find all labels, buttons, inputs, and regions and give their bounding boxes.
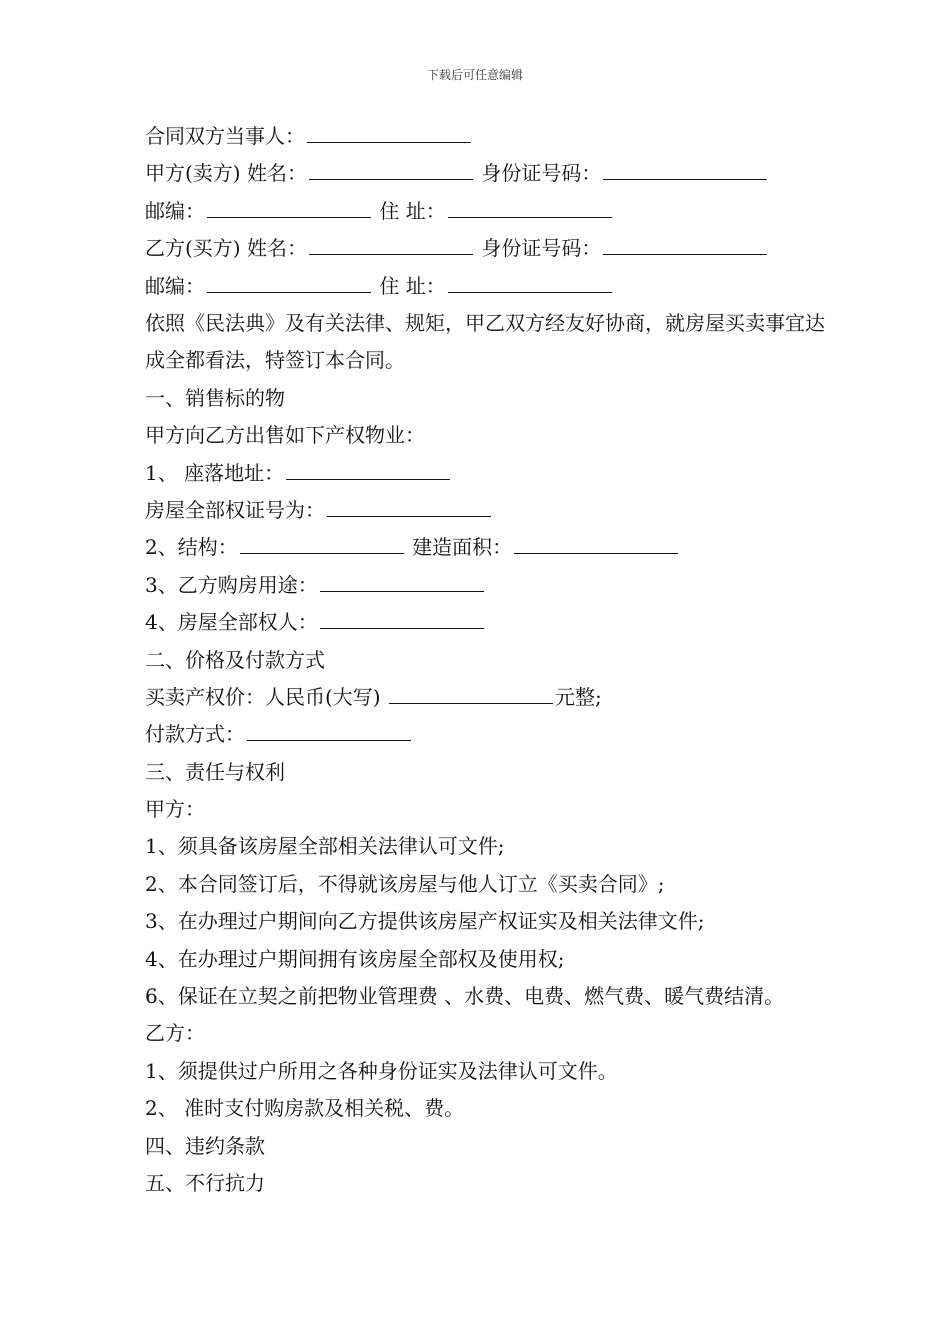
price-suffix: 元整; <box>554 684 602 709</box>
purpose-blank[interactable] <box>320 572 484 592</box>
seller-name-blank[interactable] <box>309 160 473 180</box>
purpose-line <box>145 567 825 604</box>
seller-id-blank[interactable] <box>603 160 767 180</box>
seller-address-label: 住 址： <box>379 198 446 223</box>
parties-label: 合同双方当事人： <box>145 124 305 148</box>
buyer-id-label: 身份证号码： <box>481 236 602 261</box>
party-b-item-1: 1、须提供过户所用之各种身份证实及法律认可文件。 <box>145 1058 618 1083</box>
buyer-address-blank[interactable] <box>448 273 612 293</box>
payment-blank[interactable] <box>247 721 411 741</box>
buyer-name-label: 乙方(买方) 姓名： <box>145 236 307 261</box>
seller-postcode-blank[interactable] <box>207 198 371 218</box>
certificate-blank[interactable] <box>327 497 491 517</box>
structure-label: 2、结构： <box>145 535 238 560</box>
buyer-address-line <box>145 268 825 305</box>
buyer-postcode-blank[interactable] <box>207 273 371 293</box>
location-label: 1、 座落地址： <box>145 460 285 485</box>
party-a-heading: 甲方： <box>145 797 205 822</box>
party-a-item-1: 1、须具备该房屋全部相关法律认可文件; <box>145 834 505 859</box>
seller-line <box>145 155 825 192</box>
buyer-line <box>145 230 825 267</box>
buyer-id-blank[interactable] <box>603 235 767 255</box>
seller-address-blank[interactable] <box>448 198 612 218</box>
buyer-name-blank[interactable] <box>309 235 473 255</box>
party-b-heading: 乙方： <box>145 1021 205 1046</box>
party-a-item-2: 2、本合同签订后，不得就该房屋与他人订立《买卖合同》; <box>145 871 665 896</box>
section-2-title: 二、价格及付款方式 <box>145 647 325 672</box>
preamble-paragraph: 依照《民法典》及有关法律、规矩，甲乙双方经友好协商，就房屋买卖事宜达成全都看法，特签订本合同。 <box>145 310 825 373</box>
area-label: 建造面积： <box>412 535 513 560</box>
section-1-title: 一、销售标的物 <box>145 385 285 410</box>
price-blank[interactable] <box>389 684 553 704</box>
seller-address-line <box>145 193 825 230</box>
price-line <box>145 679 825 716</box>
page-header: 下载后可任意编辑 <box>426 68 523 82</box>
party-a-item-6: 6、保证在立契之前把物业管理费 、水费、电费、燃气费、暖气费结清。 <box>145 984 785 1009</box>
location-line <box>145 455 825 492</box>
owner-blank[interactable] <box>320 609 484 629</box>
structure-line <box>145 529 825 566</box>
buyer-address-label: 住 址： <box>379 273 446 298</box>
parties-blank[interactable] <box>307 123 471 143</box>
party-a-item-4: 4、在办理过户期间拥有该房屋全部权及使用权; <box>145 946 565 971</box>
party-a-item-3: 3、在办理过户期间向乙方提供该房屋产权证实及相关法律文件; <box>145 909 705 934</box>
payment-line <box>145 716 825 753</box>
parties-line <box>145 118 825 155</box>
seller-name-label: 甲方(卖方) 姓名： <box>145 161 307 186</box>
buyer-postcode-label: 邮编： <box>145 273 205 298</box>
location-blank[interactable] <box>286 460 450 480</box>
certificate-label: 房屋全部权证号为： <box>145 497 325 522</box>
section-5-title: 五、不行抗力 <box>145 1170 265 1195</box>
payment-label: 付款方式： <box>145 722 245 747</box>
structure-blank[interactable] <box>240 534 404 554</box>
price-label: 买卖产权价：人民币(大写) <box>145 684 381 709</box>
seller-postcode-label: 邮编： <box>145 198 205 223</box>
party-b-item-2: 2、 准时支付购房款及相关税、费。 <box>145 1096 465 1121</box>
purpose-label: 3、乙方购房用途： <box>145 572 318 597</box>
certificate-line <box>145 492 825 529</box>
seller-id-label: 身份证号码： <box>481 161 602 186</box>
section-3-title: 三、责任与权利 <box>145 759 285 784</box>
contract-body <box>145 118 825 1202</box>
owner-line <box>145 604 825 641</box>
section-1-intro: 甲方向乙方出售如下产权物业： <box>145 423 425 448</box>
section-4-title: 四、违约条款 <box>145 1133 265 1158</box>
owner-label: 4、房屋全部权人： <box>145 610 318 635</box>
area-blank[interactable] <box>514 534 678 554</box>
